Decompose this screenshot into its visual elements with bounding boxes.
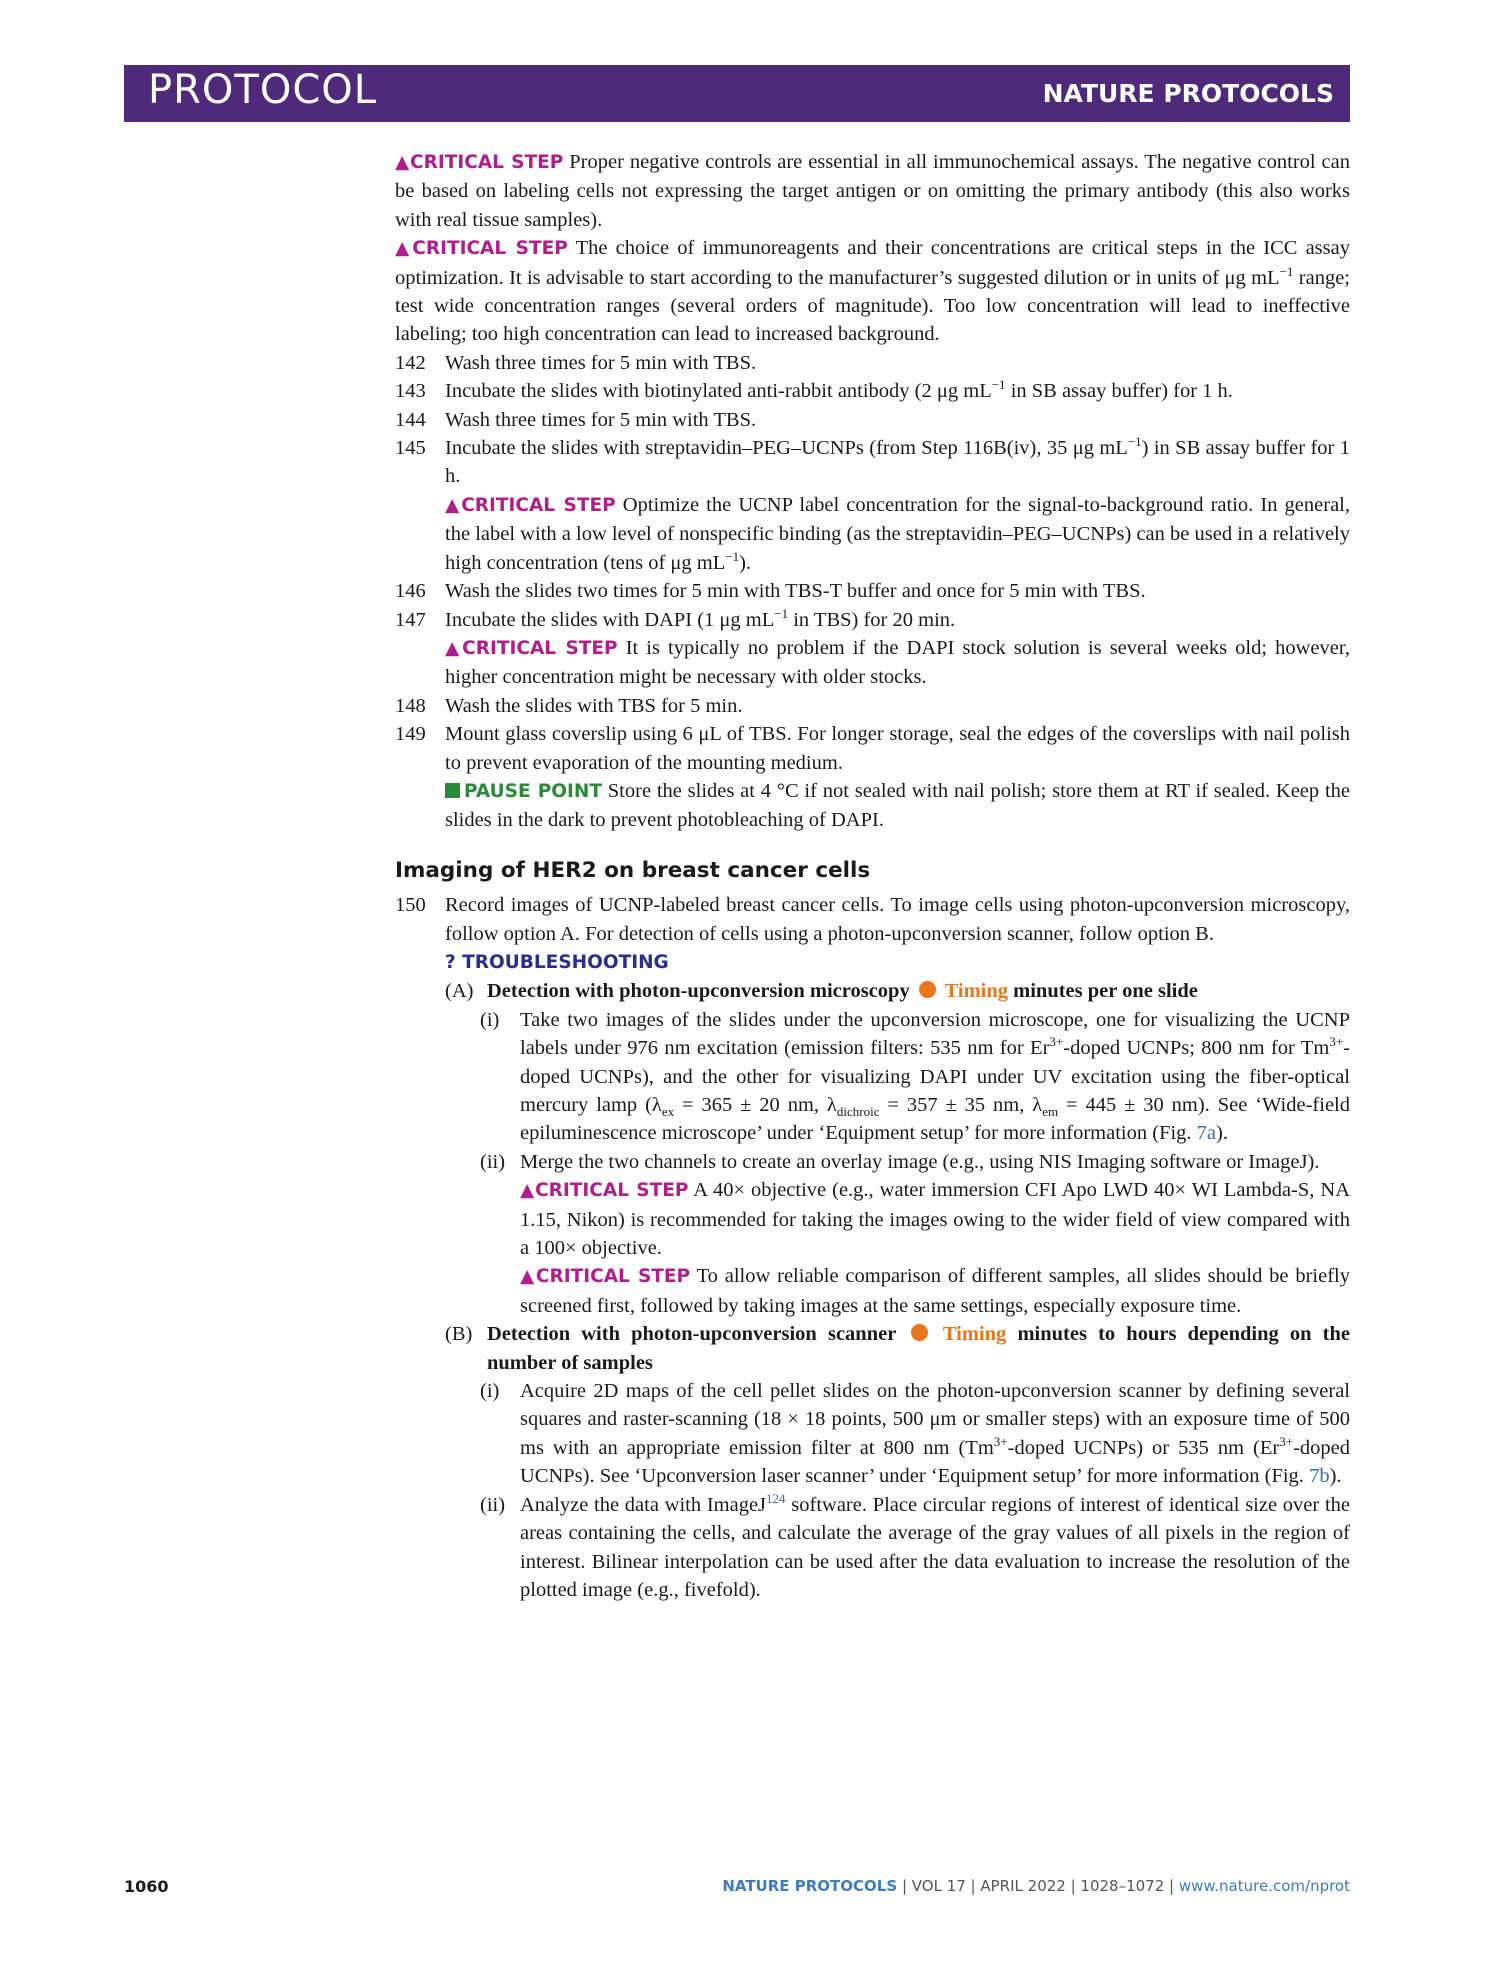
step-147: 147 Incubate the slides with DAPI (1 μg $mL^{-1}$ in TBS) for 20 min.	[395, 605, 956, 631]
critical-step-4: ▲CRITICAL STEP It is typically no problem if the DAPI stock solution is several weeks old; however, higher concentration might be necessary with older stocks.	[445, 636, 1350, 689]
option-a-step-ii: (ii) Merge the two channels to create an overlay image (e.g., using NIS Imaging software or ImageJ).	[480, 1150, 1320, 1173]
step-144: 144 Wash three times for 5 min with TBS.	[395, 408, 757, 431]
journal-name: NATURE PROTOCOLS	[1042, 79, 1334, 108]
reference-link[interactable]: 124	[766, 1490, 786, 1506]
timing-dot-icon	[919, 981, 936, 998]
option-a-heading: (A) Detection with photon-upconversion microscopy Timing minutes per one slide	[445, 980, 1198, 1003]
pause-square-icon	[445, 783, 460, 798]
journal-url-link[interactable]: www.nature.com/nprot	[1178, 1877, 1350, 1895]
timing-dot-icon	[911, 1324, 928, 1341]
troubleshooting-label: ? TROUBLESHOOTING	[445, 951, 669, 973]
option-b-step-i: (i) Acquire 2D maps of the cell pellet slides on the photon-upconversion scanner by defining several squares and raster-scanning (18 × 18 points, 500 μm or smaller steps) with an exposure time of 500 ms with an appropriate emission filter at 800 nm ($Tm^{3+}$-doped UCNPs) or 535 nm ($Er^{3+}$-doped UCNPs). See ‘Upconversion laser scanner’ under ‘Equipment setup’ for more information (Fig. 7b).	[480, 1380, 1350, 1488]
main-text	[395, 148, 1350, 1604]
figure-link-7b[interactable]: 7b	[1309, 1465, 1330, 1488]
critical-step-6: ▲CRITICAL STEP To allow reliable comparison of different samples, all slides should be briefly screened first, followed by taking images at the same settings, especially exposure time.	[520, 1265, 1350, 1317]
section-label: PROTOCOL	[148, 67, 378, 113]
option-b-heading: (B) Detection with photon-upconversion scanner Timing minutes to hours depending on the number of samples	[445, 1323, 1351, 1374]
step-150: 150 Record images of UCNP-labeled breast cancer cells. To image cells using photon-upconversion microscopy, follow option A. For detection of cells using a photon-upconversion scanner, follow option B.	[395, 894, 1350, 945]
step-143: 143 Incubate the slides with biotinylated anti-rabbit antibody (2 μg $mL^{-1}$ in SB assay buffer) for 1 h.	[395, 377, 1233, 403]
page-header-bar	[124, 65, 1350, 122]
critical-step-5: ▲CRITICAL STEP A 40× objective (e.g., water immersion CFI Apo LWD 40× WI Lambda-S, NA 1.15, Nikon) is recommended for taking the images owing to the wider field of view compared with a 100× objective.	[520, 1179, 1350, 1260]
critical-step-1: ▲CRITICAL STEP Proper negative controls are essential in all immunochemical assays. The negative control can be based on labeling cells not expressing the target antigen or on omitting the primary antibody (this also works with real tissue samples).	[395, 151, 1351, 231]
step-148: 148 Wash the slides with TBS for 5 min.	[395, 694, 743, 717]
pause-point: PAUSE POINT Store the slides at 4 °C if not sealed with nail polish; store them at RT if sealed. Keep the slides in the dark to prevent photobleaching of DAPI.	[445, 779, 1350, 832]
option-a-step-i: (i) Take two images of the slides under the upconversion microscope, one for visualizing the UCNP labels under 976 nm excitation (emission filters: 535 nm for $Er^{3+}$-doped UCNPs; 800 nm for $Tm^{3+}$-doped UCNPs), and the other for visualizing DAPI under UV excitation using the fiber-optical mercury lamp ($\lambda_{ex} = 365 \pm 20$ nm, $\lambda_{dichroic} = 357 \pm 35$ nm, $\lambda_{em} = 445 \pm 30$ nm). See ‘Wide-field epiluminescence microscope’ under ‘Equipment setup’ for more information (Fig. 7a).	[480, 1008, 1350, 1145]
page-number: 1060	[124, 1877, 169, 1896]
critical-step-2: ▲CRITICAL STEP The choice of immunoreagents and their concentrations are critical steps in the ICC assay optimization. It is advisable to start according to the manufacturer’s suggested dilution or in units of μg $mL^{-1}$ range; test wide concentration ranges (several orders of magnitude). Too low concentration will lead to ineffective labeling; too high concentration can lead to increased background.	[395, 237, 1350, 346]
critical-step-3: ▲CRITICAL STEP Optimize the UCNP label concentration for the signal-to-background ratio. In general, the label with a low level of nonspecific binding (as the streptavidin–PEG–UCNPs) can be used in a relatively high concentration (tens of μg $mL^{-1}$).	[445, 493, 1351, 574]
option-b-step-ii: (ii) Analyze the data with ImageJ$^{124}$ software. Place circular regions of interest of identical size over the areas containing the cells, and calculate the average of the gray values of all pixels in the region of interest. Bilinear interpolation can be used after the data evaluation to increase the resolution of the plotted image (e.g., fivefold).	[480, 1490, 1350, 1601]
step-149: 149 Mount glass coverslip using 6 μL of TBS. For longer storage, seal the edges of the coverslips with nail polish to prevent evaporation of the mounting medium.	[395, 723, 1350, 774]
step-142: 142 Wash three times for 5 min with TBS.	[395, 351, 757, 374]
step-146: 146 Wash the slides two times for 5 min with TBS-T buffer and once for 5 min with TBS.	[395, 580, 1146, 603]
figure-link-7a[interactable]: 7a	[1196, 1122, 1217, 1145]
step-145: 145 Incubate the slides with streptavidin–PEG–UCNPs (from Step 116B(iv), 35 μg $mL^{-1}$) in SB assay buffer for 1 h.	[395, 434, 1350, 488]
footer-citation: NATURE PROTOCOLS | VOL 17 | APRIL 2022 | 1028–1072 | www.nature.com/nprot	[722, 1877, 1350, 1895]
section-heading: Imaging of HER2 on breast cancer cells	[395, 857, 871, 883]
